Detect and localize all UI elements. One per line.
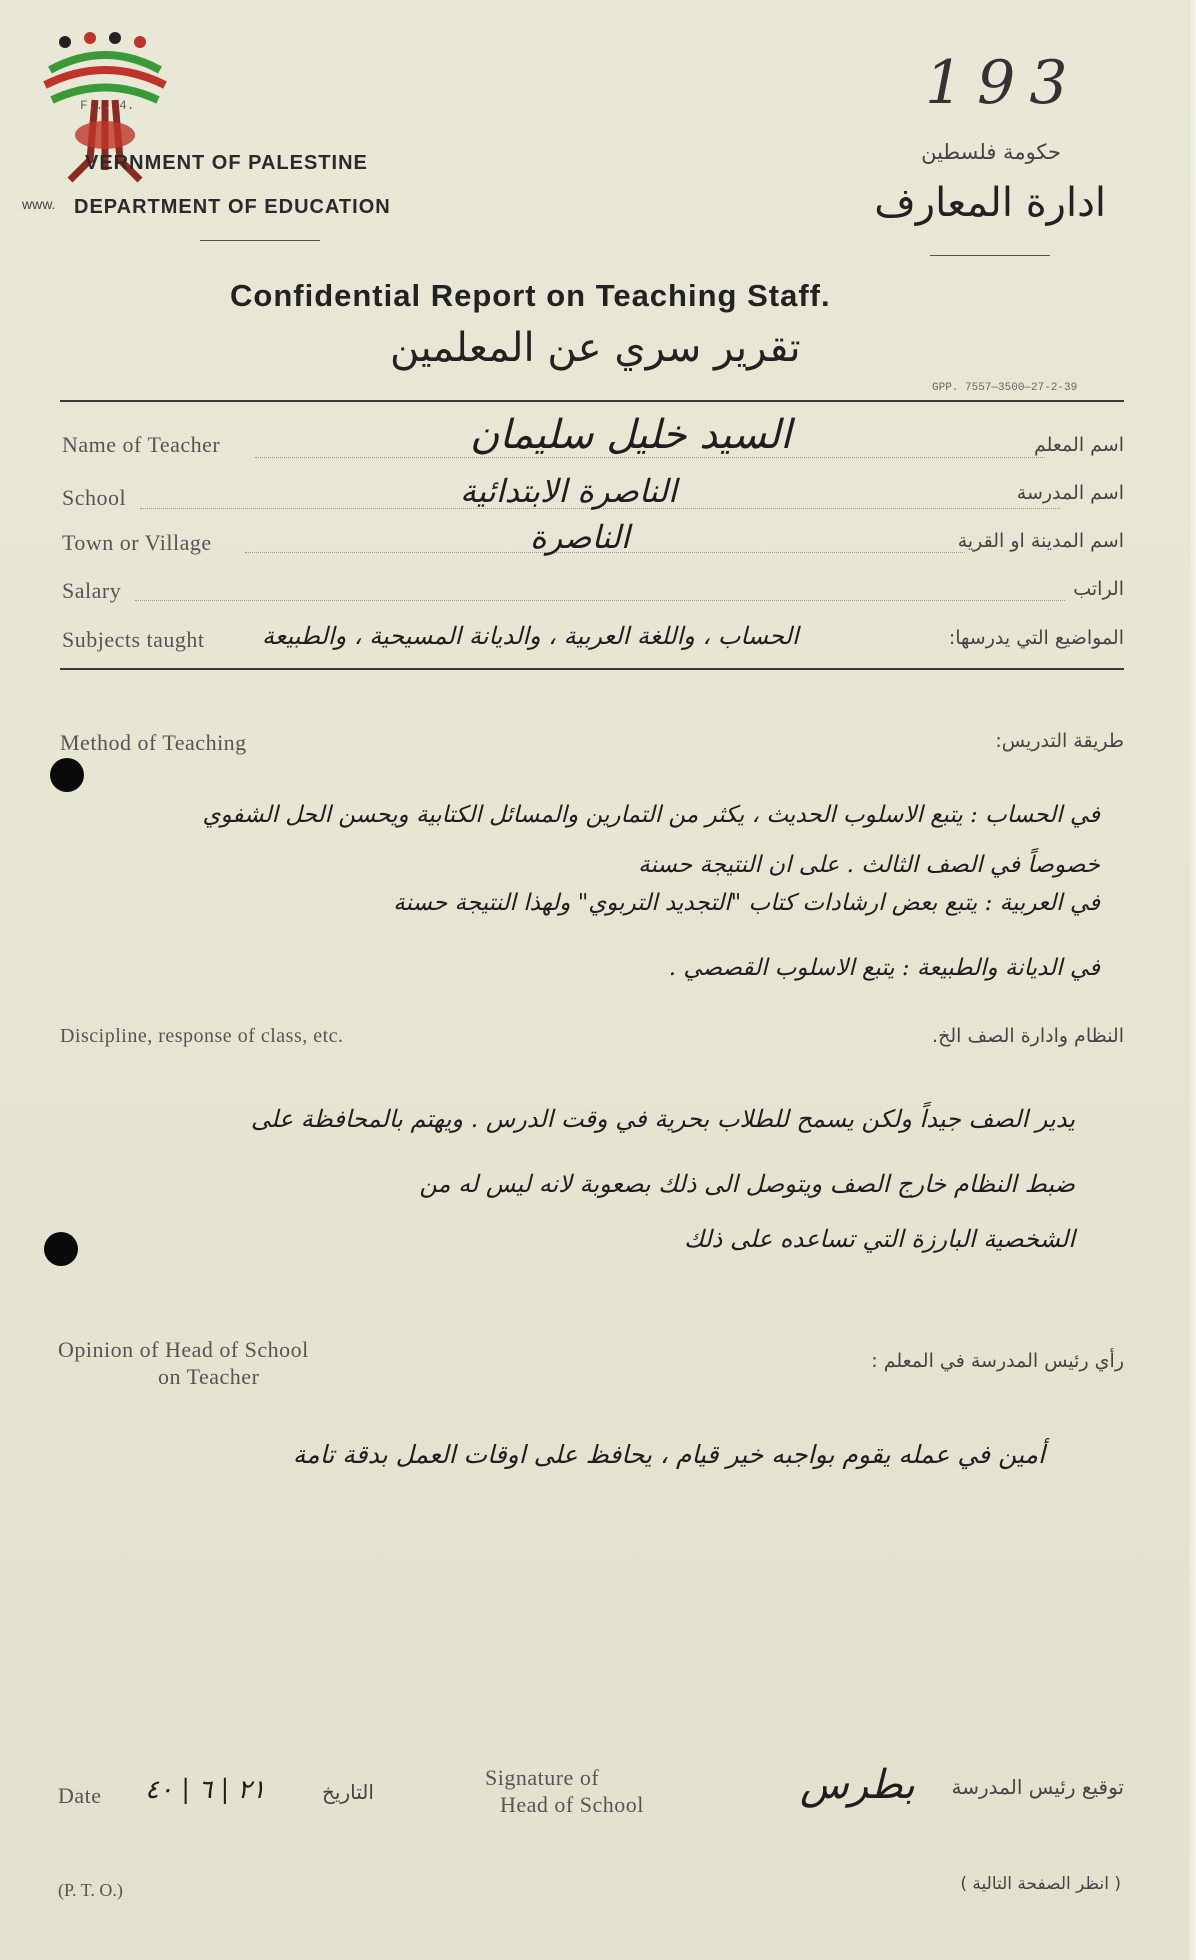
name-value: السيد خليل سليمان — [470, 412, 792, 458]
opinion-text: أمين في عمله يقوم بواجبه خير قيام ، يحافظ على اوقات العمل بدقة تامة — [292, 1440, 1045, 1469]
method-line-3: في الديانة والطبيعة : يتبع الاسلوب القصصي . — [668, 955, 1100, 981]
fields-bottom-rule — [60, 668, 1124, 670]
opinion-label: Opinion of Head of School — [58, 1337, 309, 1362]
signature-label-2: Head of School — [500, 1792, 644, 1817]
method-line-2: في العربية : يتبع بعض ارشادات كتاب "التجديد التربوي" ولهذا النتيجة حسنة — [393, 890, 1100, 916]
signature-label-ar: توقيع رئيس المدرسة — [951, 1775, 1124, 1799]
punch-hole-bottom — [44, 1232, 78, 1266]
date-label: Date — [58, 1783, 102, 1808]
pto-label: (P. T. O.) — [58, 1880, 123, 1900]
top-rule — [60, 400, 1124, 402]
method-label-ar: طريقة التدريس: — [995, 730, 1124, 752]
report-title: Confidential Report on Teaching Staff. — [230, 278, 831, 313]
form-number: F... 4. — [80, 98, 135, 113]
punch-hole-top — [50, 758, 84, 792]
department-heading: DEPARTMENT OF EDUCATION — [74, 196, 391, 218]
page-number: 193 — [925, 48, 1082, 118]
government-heading: VERNMENT OF PALESTINE — [85, 152, 368, 174]
school-value: الناصرة الابتدائية — [460, 472, 677, 510]
discipline-line-1: يدير الصف جيداً ولكن يسمح للطلاب بحرية في وقت الدرس . ويهتم بالمحافظة على — [250, 1105, 1075, 1133]
subjects-label: Subjects taught — [62, 627, 205, 652]
signature-label: Signature of — [485, 1765, 600, 1790]
town-value: الناصرة — [530, 518, 630, 556]
header-divider-right — [930, 255, 1050, 256]
salary-label-ar: الراتب — [1073, 578, 1124, 600]
town-label: Town or Village — [62, 530, 212, 555]
name-label-ar: اسم المعلم — [1033, 434, 1124, 456]
name-label: Name of Teacher — [62, 432, 221, 457]
print-code: GPP. 7557—3500—27-2-39 — [932, 382, 1078, 394]
discipline-label-ar: النظام وادارة الصف الخ. — [932, 1025, 1124, 1047]
school-label-ar: اسم المدرسة — [1016, 482, 1124, 504]
subjects-value: الحساب ، واللغة العربية ، والديانة المسيحية ، والطبيعة — [262, 622, 799, 650]
salary-dotted-line — [135, 600, 1065, 601]
method-label: Method of Teaching — [60, 730, 247, 755]
discipline-line-3: الشخصية البارزة التي تساعده على ذلك — [684, 1225, 1075, 1253]
paper-edge — [1188, 0, 1196, 1960]
opinion-label-2: on Teacher — [158, 1364, 260, 1389]
opinion-label-ar: رأي رئيس المدرسة في المعلم : — [871, 1350, 1124, 1372]
discipline-label: Discipline, response of class, etc. — [60, 1025, 344, 1047]
discipline-line-2: ضبط النظام خارج الصف ويتوصل الى ذلك بصعوبة لانه ليس له من — [419, 1170, 1075, 1198]
subjects-label-ar: المواضيع التي يدرسها: — [948, 627, 1124, 649]
town-label-ar: اسم المدينة او القرية — [957, 530, 1124, 552]
date-label-ar: التاريخ — [322, 1780, 374, 1804]
report-title-ar: تقرير سري عن المعلمين — [390, 325, 801, 371]
watermark-url: www. — [22, 196, 56, 212]
salary-label: Salary — [62, 578, 122, 603]
signature-value: بطرس — [800, 1762, 915, 1808]
school-label: School — [62, 485, 127, 510]
government-heading-ar: حكومة فلسطين — [921, 140, 1061, 164]
department-heading-ar: ادارة المعارف — [874, 180, 1106, 226]
date-value: ٢١ | ٦ | ٤٠ — [145, 1775, 266, 1805]
header-divider-left — [200, 240, 320, 241]
pto-label-ar: ( انظر الصفحة التالية ) — [960, 1874, 1121, 1894]
method-line-1: في الحساب : يتبع الاسلوب الحديث ، يكثر من التمارين والمسائل الكتابية ويحسن الحل الشفوي خصوصاً في الصف الثالث . على ان النتيجة حسنة — [202, 802, 1100, 878]
